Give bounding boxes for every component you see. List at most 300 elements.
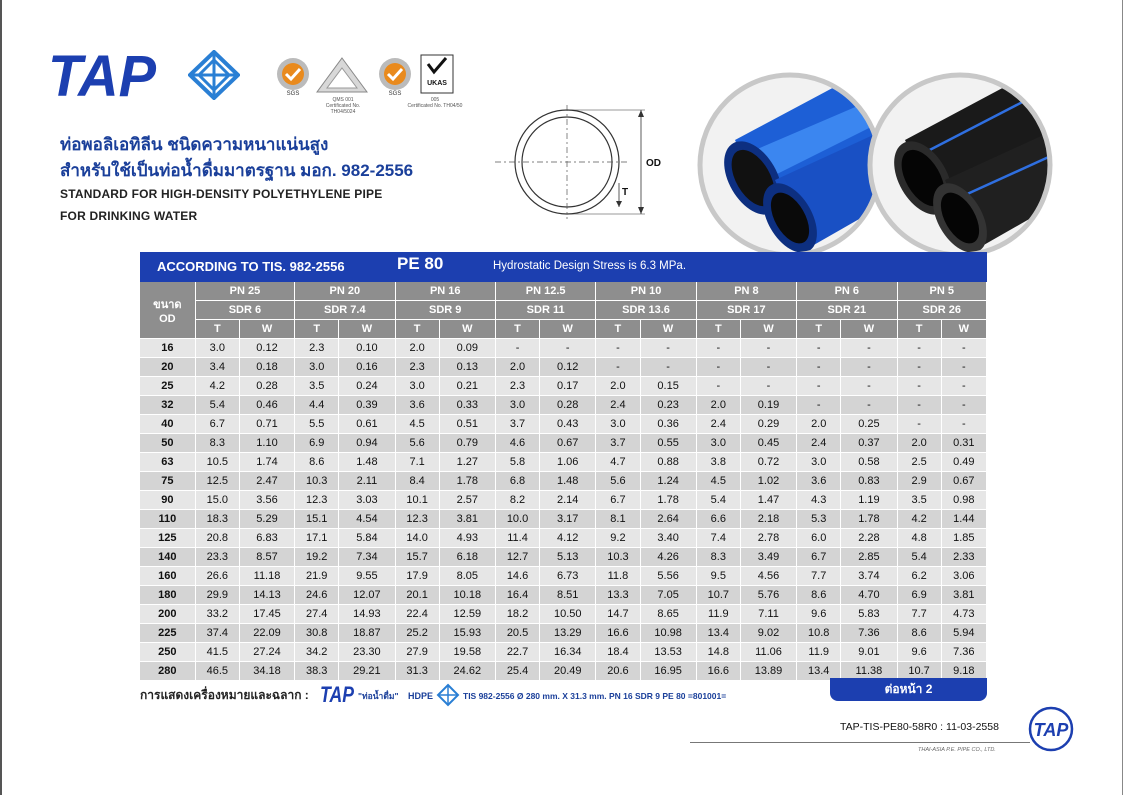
sdr-header: SDR 17 [696, 301, 796, 320]
thickness-cell: 13.4 [797, 662, 841, 681]
thickness-cell: 46.5 [195, 662, 239, 681]
weight-cell: 24.62 [439, 662, 495, 681]
pn-header: PN 25 [195, 282, 294, 301]
thickness-cell: 26.6 [195, 567, 239, 586]
thickness-cell: 2.0 [495, 358, 539, 377]
table-row [140, 339, 987, 358]
weight-cell: - [941, 339, 986, 358]
svg-text:TAP: TAP [1033, 720, 1069, 740]
od-cell: 32 [140, 396, 195, 415]
sdr-header: SDR 7.4 [295, 301, 395, 320]
weight-cell: 6.18 [439, 548, 495, 567]
thickness-cell: 3.0 [596, 415, 640, 434]
thickness-cell: 41.5 [195, 643, 239, 662]
weight-cell: - [740, 377, 796, 396]
thickness-cell: 12.3 [295, 491, 339, 510]
thickness-cell: 6.9 [897, 586, 941, 605]
weight-cell: 0.58 [841, 453, 897, 472]
table-row [140, 396, 987, 415]
weight-header: W [740, 320, 796, 339]
weight-cell: 0.13 [439, 358, 495, 377]
table-row [140, 472, 987, 491]
table-row [140, 377, 987, 396]
weight-cell: 10.98 [640, 624, 696, 643]
tap-logo [48, 50, 160, 107]
thickness-cell: 8.2 [495, 491, 539, 510]
thickness-cell: 27.9 [395, 643, 439, 662]
svg-text:HDPE: HDPE [408, 691, 434, 701]
weight-cell: 1.24 [640, 472, 696, 491]
thickness-cell: 7.1 [395, 453, 439, 472]
weight-cell: 0.10 [339, 339, 395, 358]
thickness-cell: 3.5 [897, 491, 941, 510]
pipe-cross-section-diagram [495, 105, 675, 225]
weight-cell: 18.87 [339, 624, 395, 643]
weight-cell: 3.49 [740, 548, 796, 567]
weight-cell: 3.03 [339, 491, 395, 510]
thickness-cell: 5.5 [295, 415, 339, 434]
weight-cell: 0.55 [640, 434, 696, 453]
weight-cell: 0.28 [540, 396, 596, 415]
weight-cell: 0.29 [740, 415, 796, 434]
marking-example [320, 683, 825, 712]
thickness-cell: 5.8 [495, 453, 539, 472]
sdr-header-row [140, 301, 987, 320]
weight-cell: 4.12 [540, 529, 596, 548]
thai-title: ท่อพอลิเอทิลีน ชนิดความหนาแน่นสูง สำหรับใช้เป็นท่อน้ำดื่มมาตรฐาน มอก. 982-2556 [60, 135, 414, 180]
thickness-cell: 2.4 [797, 434, 841, 453]
weight-cell: 0.31 [941, 434, 986, 453]
thickness-cell: - [797, 339, 841, 358]
thickness-cell: 20.5 [495, 624, 539, 643]
weight-cell: 1.78 [841, 510, 897, 529]
od-cell: 125 [140, 529, 195, 548]
pn-header: PN 12.5 [495, 282, 595, 301]
weight-cell: 12.07 [339, 586, 395, 605]
thickness-cell: 5.4 [897, 548, 941, 567]
weight-cell: 2.57 [439, 491, 495, 510]
weight-cell: 9.02 [740, 624, 796, 643]
thickness-cell: 4.7 [596, 453, 640, 472]
weight-cell: 0.21 [439, 377, 495, 396]
thickness-cell: 8.1 [596, 510, 640, 529]
thickness-cell: 20.6 [596, 662, 640, 681]
sgs-badge-icon [375, 56, 415, 101]
weight-cell: - [841, 377, 897, 396]
weight-cell: 9.18 [941, 662, 986, 681]
weight-cell: 4.73 [941, 605, 986, 624]
english-title: STANDARD FOR HIGH-DENSITY POLYETHYLENE PIPE FOR DRINKING WATER [60, 187, 383, 223]
weight-cell: 0.19 [740, 396, 796, 415]
weight-cell: 20.49 [540, 662, 596, 681]
weight-cell: - [841, 396, 897, 415]
thickness-cell: 3.0 [797, 453, 841, 472]
thickness-cell: - [797, 396, 841, 415]
pn-header: PN 20 [295, 282, 395, 301]
thickness-cell: - [696, 339, 740, 358]
thickness-cell: 4.2 [195, 377, 239, 396]
thickness-cell: 6.7 [797, 548, 841, 567]
thickness-cell: 2.3 [495, 377, 539, 396]
weight-cell: 0.39 [339, 396, 395, 415]
thickness-cell: - [696, 377, 740, 396]
weight-cell: 15.93 [439, 624, 495, 643]
weight-cell: 6.83 [239, 529, 294, 548]
weight-cell: 1.02 [740, 472, 796, 491]
weight-header: W [540, 320, 596, 339]
weight-cell: 13.53 [640, 643, 696, 662]
weight-cell: 0.33 [439, 396, 495, 415]
weight-cell: 11.06 [740, 643, 796, 662]
svg-text:T: T [622, 187, 629, 198]
thickness-cell: 21.9 [295, 567, 339, 586]
weight-cell: 10.50 [540, 605, 596, 624]
weight-cell: 2.11 [339, 472, 395, 491]
thickness-cell: 8.6 [295, 453, 339, 472]
weight-cell: 1.48 [540, 472, 596, 491]
od-cell: 90 [140, 491, 195, 510]
thickness-cell: 8.6 [797, 586, 841, 605]
od-cell: 40 [140, 415, 195, 434]
thickness-cell: 2.0 [897, 434, 941, 453]
thickness-cell: 4.4 [295, 396, 339, 415]
thickness-cell: 14.8 [696, 643, 740, 662]
sdr-header: SDR 11 [495, 301, 595, 320]
od-cell: 75 [140, 472, 195, 491]
weight-cell: 13.29 [540, 624, 596, 643]
table-row [140, 510, 987, 529]
thickness-cell: 12.5 [195, 472, 239, 491]
thickness-cell: 2.5 [897, 453, 941, 472]
thickness-cell: 3.6 [395, 396, 439, 415]
weight-cell: - [941, 358, 986, 377]
weight-cell: 0.61 [339, 415, 395, 434]
thickness-cell: 6.6 [696, 510, 740, 529]
weight-cell: - [540, 339, 596, 358]
table-row [140, 624, 987, 643]
svg-text:SGS: SGS [286, 91, 300, 96]
thickness-cell: 20.8 [195, 529, 239, 548]
weight-cell: - [740, 339, 796, 358]
weight-cell: 7.36 [941, 643, 986, 662]
thickness-cell: 25.2 [395, 624, 439, 643]
thickness-cell: 17.1 [295, 529, 339, 548]
thickness-header: T [295, 320, 339, 339]
weight-cell: 27.24 [239, 643, 294, 662]
thickness-cell: 23.3 [195, 548, 239, 567]
thickness-cell: 2.4 [696, 415, 740, 434]
thickness-cell: 18.3 [195, 510, 239, 529]
thickness-cell: 6.2 [897, 567, 941, 586]
weight-cell: 1.78 [439, 472, 495, 491]
weight-cell: 0.51 [439, 415, 495, 434]
thickness-cell: 3.7 [495, 415, 539, 434]
weight-header: W [339, 320, 395, 339]
weight-cell: 5.76 [740, 586, 796, 605]
weight-cell: 0.83 [841, 472, 897, 491]
weight-cell: 4.54 [339, 510, 395, 529]
weight-cell: 0.79 [439, 434, 495, 453]
weight-cell: 2.18 [740, 510, 796, 529]
od-cell: 110 [140, 510, 195, 529]
weight-cell: 22.09 [239, 624, 294, 643]
weight-cell: 3.06 [941, 567, 986, 586]
weight-cell: 0.12 [239, 339, 294, 358]
pn-header: PN 8 [696, 282, 796, 301]
thickness-cell: 17.9 [395, 567, 439, 586]
weight-cell: 16.95 [640, 662, 696, 681]
sdr-header: SDR 21 [797, 301, 897, 320]
weight-cell: 1.44 [941, 510, 986, 529]
weight-cell: 2.28 [841, 529, 897, 548]
thickness-cell: - [897, 415, 941, 434]
weight-cell: 0.67 [941, 472, 986, 491]
thickness-cell: - [596, 339, 640, 358]
thickness-cell: 6.8 [495, 472, 539, 491]
weight-cell: 0.24 [339, 377, 395, 396]
thickness-cell: 3.4 [195, 358, 239, 377]
thickness-cell: 20.1 [395, 586, 439, 605]
weight-header: W [439, 320, 495, 339]
thickness-cell: 4.6 [495, 434, 539, 453]
tap-round-logo [1028, 706, 1074, 757]
weight-cell: 3.81 [439, 510, 495, 529]
od-cell: 50 [140, 434, 195, 453]
thickness-cell: 8.3 [195, 434, 239, 453]
od-cell: 180 [140, 586, 195, 605]
weight-cell: 0.72 [740, 453, 796, 472]
stress-label: Hydrostatic Design Stress is 6.3 MPa. [493, 260, 687, 272]
thickness-cell: 30.8 [295, 624, 339, 643]
thickness-cell: 5.3 [797, 510, 841, 529]
thickness-cell: 11.8 [596, 567, 640, 586]
weight-cell: 0.94 [339, 434, 395, 453]
weight-cell: 2.85 [841, 548, 897, 567]
weight-cell: 7.11 [740, 605, 796, 624]
thickness-cell: 11.9 [696, 605, 740, 624]
ukas-badge-icon [420, 54, 454, 99]
weight-cell: 0.67 [540, 434, 596, 453]
table-row [140, 491, 987, 510]
nac-badge-icon [311, 54, 373, 101]
sdr-header: SDR 26 [897, 301, 986, 320]
weight-cell: - [941, 396, 986, 415]
thickness-cell: 10.0 [495, 510, 539, 529]
thickness-cell: 27.4 [295, 605, 339, 624]
thickness-cell: 9.2 [596, 529, 640, 548]
thickness-cell: 29.9 [195, 586, 239, 605]
weight-cell: 1.19 [841, 491, 897, 510]
thickness-cell: 9.6 [897, 643, 941, 662]
pn-header: PN 10 [596, 282, 696, 301]
weight-cell: 13.89 [740, 662, 796, 681]
weight-cell: 0.16 [339, 358, 395, 377]
thickness-cell: 7.7 [797, 567, 841, 586]
thickness-cell: 7.4 [696, 529, 740, 548]
pn-header: PN 5 [897, 282, 986, 301]
thickness-cell: 5.4 [696, 491, 740, 510]
weight-cell: 7.05 [640, 586, 696, 605]
thickness-cell: - [797, 377, 841, 396]
thickness-cell: - [495, 339, 539, 358]
document-code: TAP-TIS-PE80-58R0 : 11-03-2558 [840, 721, 999, 733]
thickness-cell: 3.0 [195, 339, 239, 358]
footer-divider [690, 742, 1030, 743]
weight-cell: 5.84 [339, 529, 395, 548]
weight-cell: 11.18 [239, 567, 294, 586]
thickness-cell: 13.4 [696, 624, 740, 643]
thickness-cell: 7.7 [897, 605, 941, 624]
weight-cell: 3.74 [841, 567, 897, 586]
weight-cell: 0.43 [540, 415, 596, 434]
thickness-cell: 34.2 [295, 643, 339, 662]
weight-cell: 3.17 [540, 510, 596, 529]
thickness-cell: 10.5 [195, 453, 239, 472]
thickness-cell: 13.3 [596, 586, 640, 605]
thickness-cell: 14.7 [596, 605, 640, 624]
weight-header: W [640, 320, 696, 339]
weight-cell: 8.57 [239, 548, 294, 567]
weight-cell: 5.13 [540, 548, 596, 567]
thickness-cell: 11.4 [495, 529, 539, 548]
thickness-cell: 10.3 [596, 548, 640, 567]
thickness-cell: - [897, 339, 941, 358]
thickness-cell: 25.4 [495, 662, 539, 681]
marking-label: การแสดงเครื่องหมายและฉลาก : [140, 688, 309, 702]
od-cell: 280 [140, 662, 195, 681]
weight-cell: 4.70 [841, 586, 897, 605]
thickness-cell: 2.0 [395, 339, 439, 358]
thickness-cell: 2.0 [696, 396, 740, 415]
thickness-cell: 4.2 [897, 510, 941, 529]
weight-cell: 4.26 [640, 548, 696, 567]
next-page-button[interactable]: ต่อหน้า 2 [830, 678, 987, 701]
od-cell: 160 [140, 567, 195, 586]
weight-cell: 2.14 [540, 491, 596, 510]
weight-cell: 0.25 [841, 415, 897, 434]
weight-cell: 0.12 [540, 358, 596, 377]
weight-cell: - [841, 339, 897, 358]
thickness-cell: 14.6 [495, 567, 539, 586]
thickness-cell: 3.7 [596, 434, 640, 453]
weight-header: W [841, 320, 897, 339]
sdr-header: SDR 9 [395, 301, 495, 320]
thickness-cell: 4.5 [395, 415, 439, 434]
thickness-cell: 14.0 [395, 529, 439, 548]
weight-cell: 1.27 [439, 453, 495, 472]
table-row [140, 453, 987, 472]
table-row [140, 567, 987, 586]
thickness-cell: 10.7 [897, 662, 941, 681]
thickness-cell: 38.3 [295, 662, 339, 681]
thickness-cell: 3.0 [295, 358, 339, 377]
thickness-cell: 6.7 [195, 415, 239, 434]
thickness-cell: 8.6 [897, 624, 941, 643]
table-row [140, 586, 987, 605]
weight-cell: 8.65 [640, 605, 696, 624]
weight-cell: - [640, 339, 696, 358]
weight-header: W [239, 320, 294, 339]
weight-cell: 19.58 [439, 643, 495, 662]
cert-caption: 005 Certificated No. TH04/50 [407, 97, 463, 109]
weight-cell: 4.56 [740, 567, 796, 586]
thickness-cell: 18.4 [596, 643, 640, 662]
weight-cell: 17.45 [239, 605, 294, 624]
sdr-header: SDR 6 [195, 301, 294, 320]
sdr-header: SDR 13.6 [596, 301, 696, 320]
thickness-cell: 33.2 [195, 605, 239, 624]
thickness-header: T [596, 320, 640, 339]
od-cell: 25 [140, 377, 195, 396]
weight-cell: - [640, 358, 696, 377]
weight-cell: - [941, 377, 986, 396]
thickness-cell: 18.2 [495, 605, 539, 624]
cert-caption: QMS 001 Certificated No. TH04/5024 [325, 97, 361, 115]
pn-header: PN 6 [797, 282, 897, 301]
thickness-header: T [897, 320, 941, 339]
weight-cell: 5.83 [841, 605, 897, 624]
table-row [140, 434, 987, 453]
thickness-cell: 3.0 [696, 434, 740, 453]
table-row [140, 529, 987, 548]
thickness-cell: 5.4 [195, 396, 239, 415]
weight-cell: 1.10 [239, 434, 294, 453]
page-border [0, 0, 2, 795]
thickness-cell: 5.6 [596, 472, 640, 491]
thickness-cell: 8.3 [696, 548, 740, 567]
weight-cell: 3.40 [640, 529, 696, 548]
weight-cell: 5.56 [640, 567, 696, 586]
weight-cell: 9.01 [841, 643, 897, 662]
thickness-cell: 22.4 [395, 605, 439, 624]
svg-text:TAP: TAP [48, 50, 157, 102]
weight-header: W [941, 320, 986, 339]
svg-text:"ท่อน้ำดื่ม": "ท่อน้ำดื่ม" [358, 691, 399, 701]
thickness-cell: 2.0 [596, 377, 640, 396]
weight-cell: - [941, 415, 986, 434]
thickness-cell: 2.9 [897, 472, 941, 491]
thickness-cell: - [897, 358, 941, 377]
od-cell: 250 [140, 643, 195, 662]
thickness-header: T [395, 320, 439, 339]
weight-cell: 1.06 [540, 453, 596, 472]
thickness-cell: 6.0 [797, 529, 841, 548]
od-cell: 16 [140, 339, 195, 358]
weight-cell: 0.15 [640, 377, 696, 396]
thickness-cell: - [897, 396, 941, 415]
thickness-cell: 2.4 [596, 396, 640, 415]
company-name: THAI-ASIA P.E. PIPE CO., LTD. [918, 747, 996, 753]
sgs-badge-icon [273, 56, 313, 101]
weight-cell: 6.73 [540, 567, 596, 586]
weight-cell: 11.38 [841, 662, 897, 681]
thickness-cell: 4.8 [897, 529, 941, 548]
thickness-header: T [696, 320, 740, 339]
weight-cell: 8.05 [439, 567, 495, 586]
standard-label: ACCORDING TO TIS. 982-2556 [157, 259, 345, 274]
thickness-cell: 12.7 [495, 548, 539, 567]
table-row [140, 358, 987, 377]
weight-cell: 0.36 [640, 415, 696, 434]
thickness-cell: 2.3 [395, 358, 439, 377]
weight-cell: 14.13 [239, 586, 294, 605]
thickness-cell: 3.6 [797, 472, 841, 491]
thickness-cell: - [797, 358, 841, 377]
weight-cell: 1.85 [941, 529, 986, 548]
weight-cell: 10.18 [439, 586, 495, 605]
svg-text:OD: OD [646, 158, 661, 169]
thickness-cell: 3.5 [295, 377, 339, 396]
